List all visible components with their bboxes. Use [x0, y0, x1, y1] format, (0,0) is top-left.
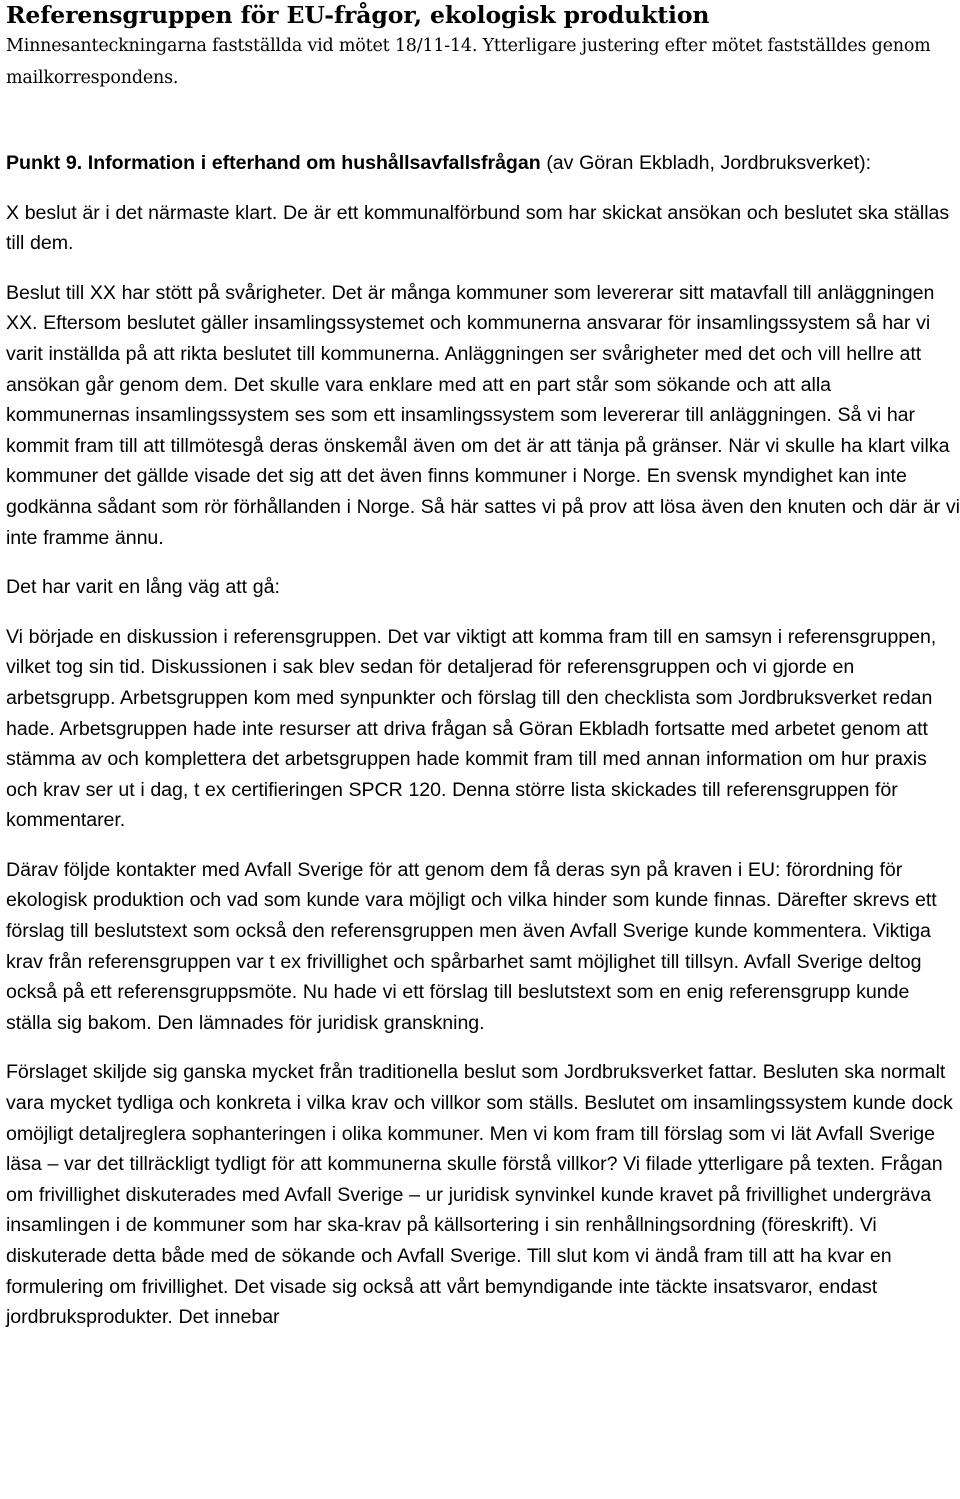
paragraph-2: Beslut till XX har stött på svårigheter. Det är många kommuner som levererar sitt matavfall till anläggningen XX. Eftersom beslutet gäller insamlingssystemet och kommunerna ansvarar för insamlingssystem så har vi varit inställda på att rikta beslutet till kommunerna. Anläggningen ser svårigheter med det och vill hellre att ansökan går genom dem. Det skulle vara enklare med att en part står som sökande och att alla kommunernas insamlingssystem ses som ett insamlingssystem som levererar till anläggningen. Så vi har kommit fram till att tillmötesgå deras önskemål även om det är att tänja på gränser. När vi skulle ha klart vilka kommuner det gällde visade det sig att det även finns kommuner i Norge. En svensk myndighet kan inte godkänna sådant som rör förhållanden i Norge. Så här sattes vi på prov att lösa även den knuten och där är vi inte framme ännu. [6, 281, 960, 549]
document-subtitle: Minnesanteckningarna fastställda vid mötet 18/11-14. Ytterligare justering efter mötet fastställdes genom mailkorrespondens. [6, 36, 931, 88]
section-heading-rest: (av Göran Ekbladh, Jordbruksverket): [540, 152, 872, 174]
section-heading-bold: Punkt 9. Information i efterhand om hushållsavfallsfrågan [6, 152, 541, 174]
paragraph-spacer [6, 259, 960, 278]
paragraph-6: Förslaget skiljde sig ganska mycket från traditionella beslut som Jordbruksverket fattar. Besluten ska normalt vara mycket tydliga och konkreta i vilka krav och villkor som ställs. Beslutet om insamlingssystem kunde dock omöjligt detaljreglera sophanteringen i olika kommuner. Men vi kom fram till förslag som vi lät Avfall Sverige läsa – var det tillräckligt tydligt för att kommunerna skulle förstå villkor? Vi filade ytterligare på texten. Frågan om frivillighet diskuterades med Avfall Sverige – ur juridisk synvinkel kunde kravet på frivillighet undergräva insamlingen i de kommuner som har ska-krav på källsortering i sin renhållningsordning (föreskrift). Vi diskuterade detta både med de sökande och Avfall Sverige. Till slut kom vi ändå fram till att ha kvar en formulering om frivillighet. Det visade sig också att vårt bemyndigande inte täckte insatsvaror, endast jordbruksprodukter. Det innebar [6, 1061, 953, 1329]
paragraph-spacer [6, 836, 960, 855]
paragraph-1: X beslut är i det närmaste klart. De är ett kommunalförbund som har skickat ansökan och beslutet ska ställas till dem. [6, 201, 950, 255]
paragraph-spacer [6, 179, 960, 198]
paragraph-spacer [6, 1038, 960, 1057]
paragraph-spacer [6, 603, 960, 622]
document-title: Referensgruppen för EU-frågor, ekologisk produktion [6, 1, 710, 29]
paragraph-spacer [6, 553, 960, 572]
paragraph-3: Det har varit en lång väg att gå: [6, 576, 280, 599]
paragraph-5: Därav följde kontakter med Avfall Sverige för att genom dem få deras syn på kraven i EU: förordning för ekologisk produktion och vad som kunde vara möjligt och vilka hinder som kunde finnas. Därefter skrevs ett förslag till beslutstext som också den referensgruppen men även Avfall Sverige kunde kommentera. Viktiga krav från referensgruppen var t ex frivillighet och spårbarhet samt möjlighet till tillsyn. Avfall Sverige deltog också på ett referensgruppsmöte. Nu hade vi ett förslag till beslutstext som en enig referensgrupp kunde ställa sig bakom. Den lämnades för juridisk granskning. [6, 858, 937, 1034]
document-page [6, 0, 960, 1333]
paragraph-4: Vi började en diskussion i referensgruppen. Det var viktigt att komma fram till en samsyn i referensgruppen, vilket tog sin tid. Diskussionen i sak blev sedan för detaljerad för referensgruppen och vi gjorde en arbetsgrupp. Arbetsgruppen kom med synpunkter och förslag till den checklista som Jordbruksverket redan hade. Arbetsgruppen hade inte resurser att driva frågan så Göran Ekbladh fortsatte med arbetet genom att stämma av och komplettera det arbetsgruppen hade kommit fram till med annan information om hur praxis och krav ser ut i dag, t ex certifieringen SPCR 120. Denna större lista skickades till referensgruppen för kommentarer. [6, 625, 937, 832]
section-spacer [6, 94, 960, 148]
section-heading [6, 148, 960, 179]
